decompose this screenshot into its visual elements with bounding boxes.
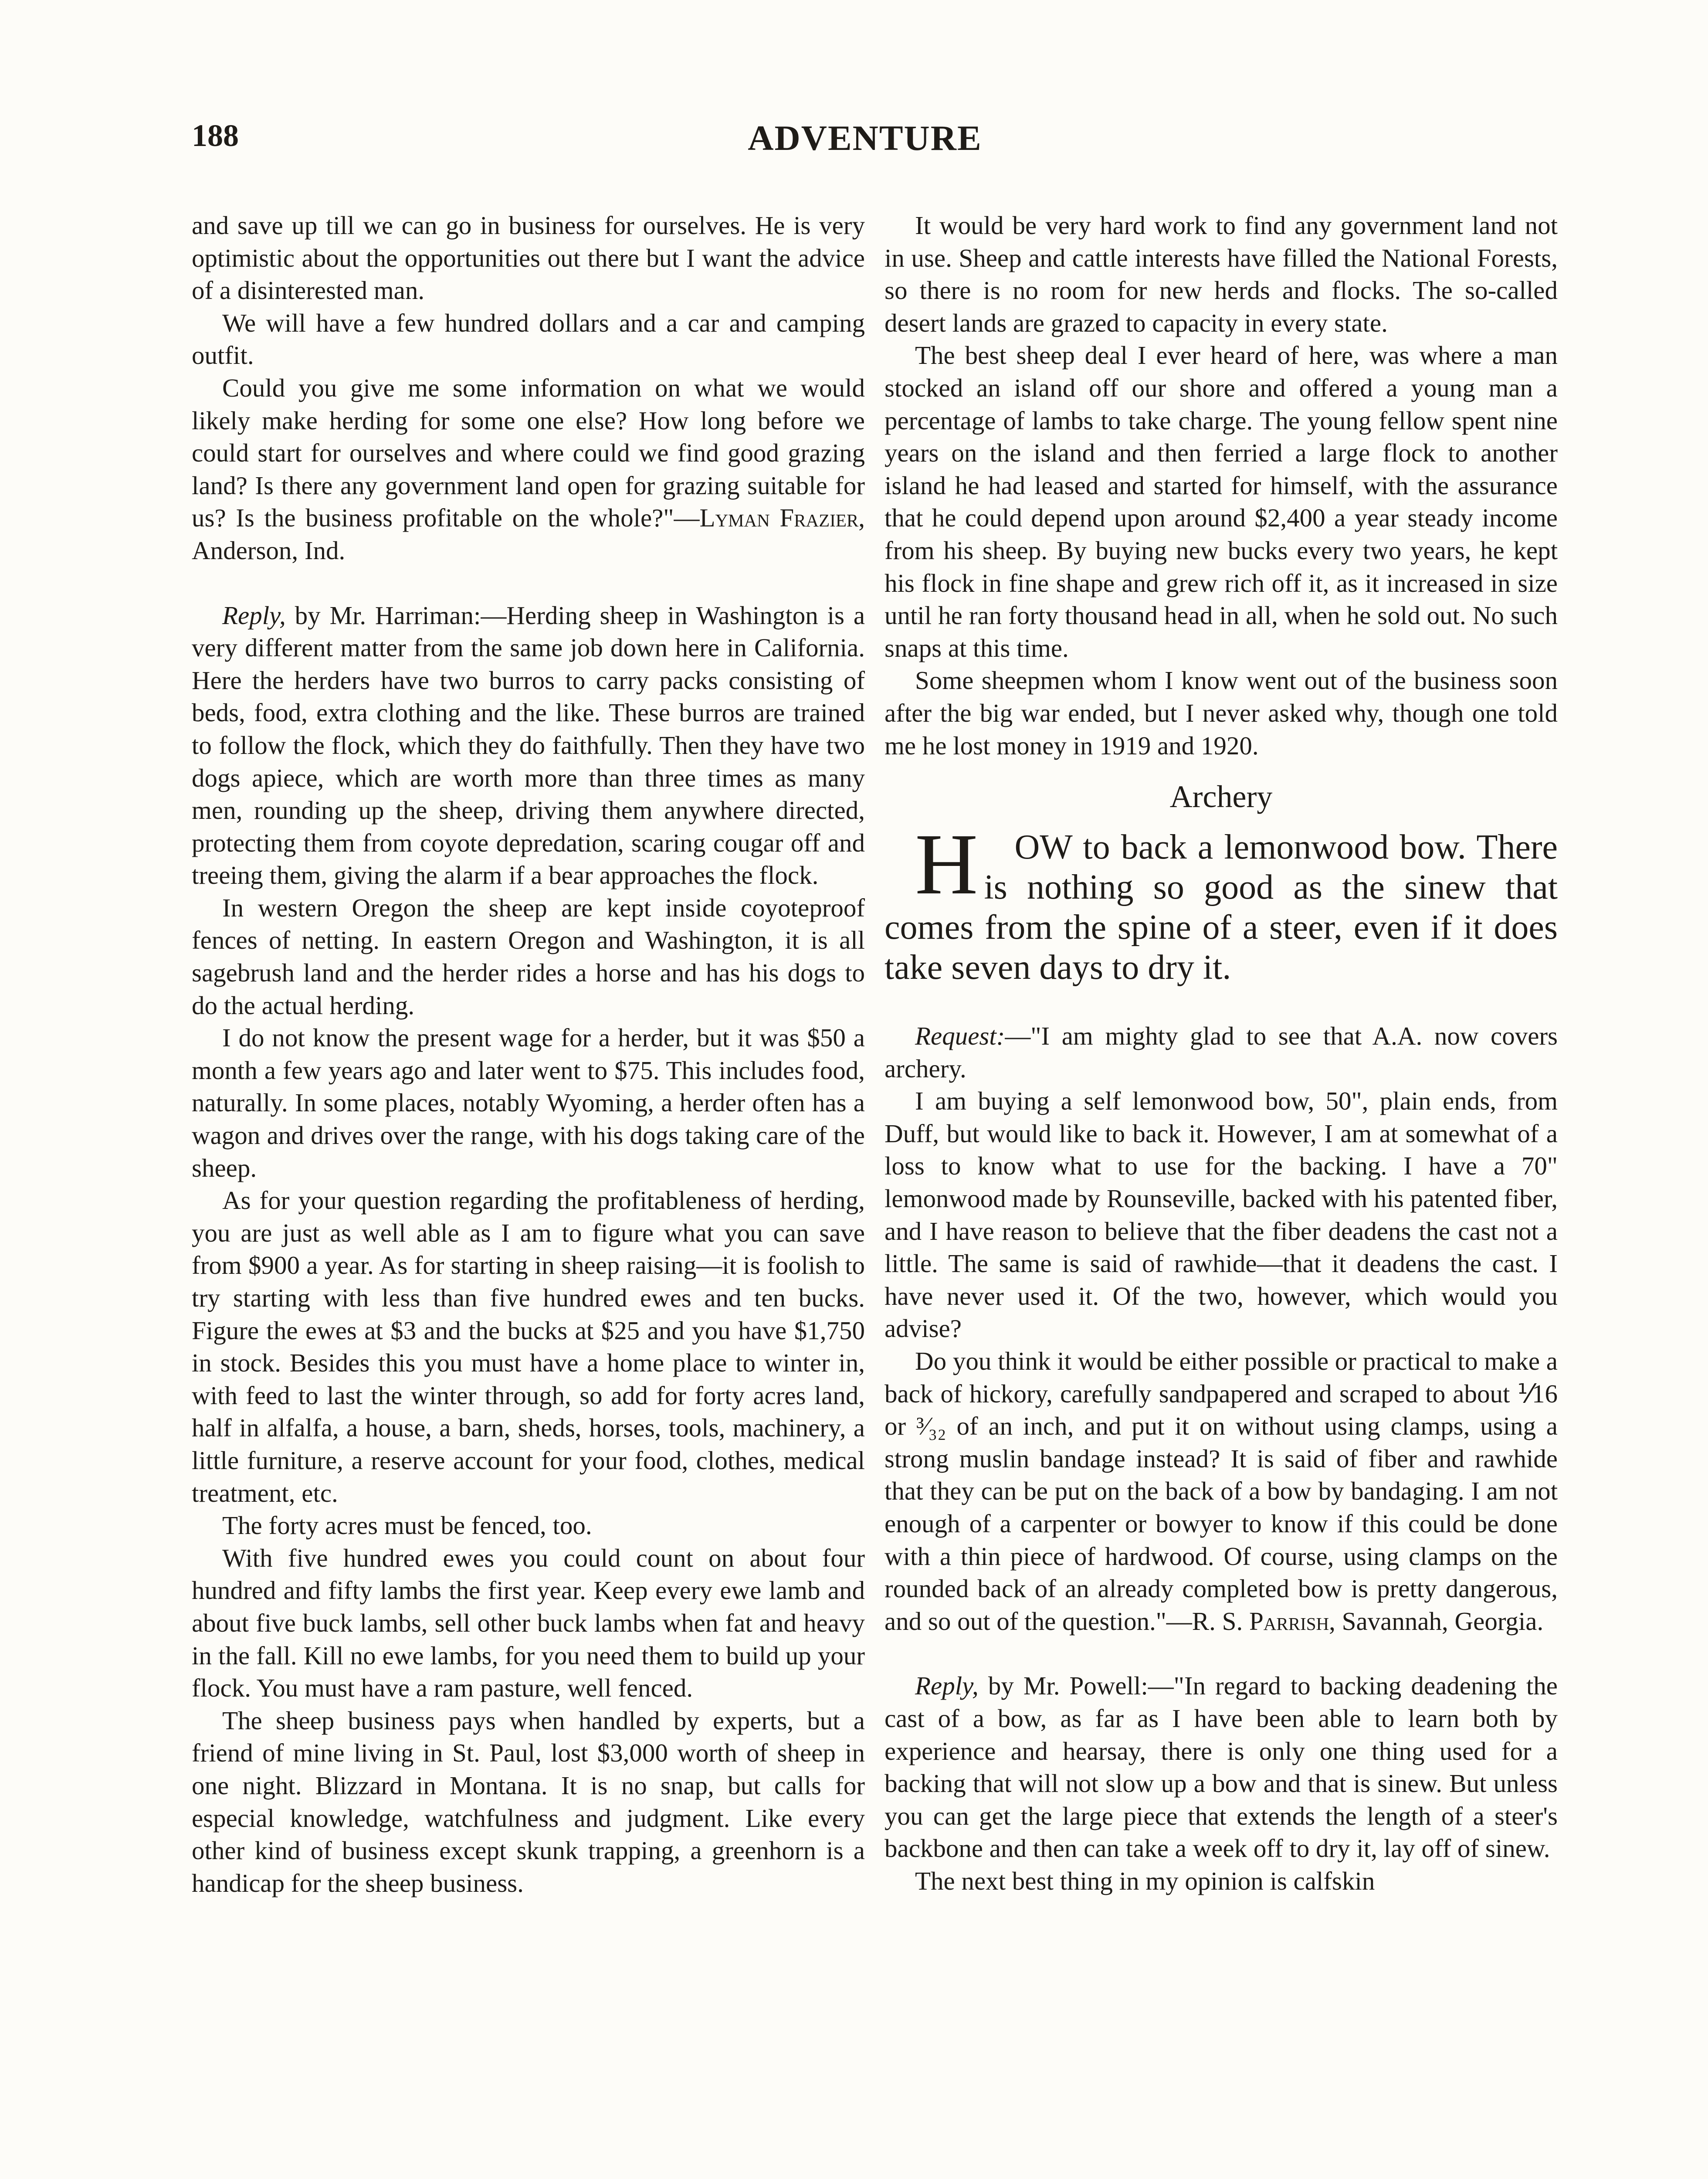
paragraph: and save up till we can go in business for ourselves. He is very optimistic about the opportunities out there but I want the advice of a disinterested man. xyxy=(192,211,865,305)
paragraph: Some sheepmen whom I know went out of the business soon after the big war ended, but I never asked why, though one told me he lost money in 1919 and 1920. xyxy=(884,666,1558,760)
paragraph: The best sheep deal I ever heard of here, was where a man stocked an island off our shore and offered a young man a percentage of lambs to take charge. The young fellow spent nine years on the island and then ferried a large flock to another island he had leased and started for himself, with the assurance that he could depend upon around $2,400 a year steady income from his sheep. By buying new bucks every two years, he kept his flock in fine shape and grew rich off it, as it increased in size until he ran forty thousand head in all, when he sold out. No such snaps at this time. xyxy=(884,341,1558,662)
paragraph: I am buying a self lemonwood bow, 50", plain ends, from Duff, but would like to back it. However, I am at somewhat of a loss to know what to use for the backing. I have a 70" lemonwood made by Rounseville, backed with his patented fiber, and I have reason to believe that the fiber deadens the cast not a little. The same is said of rawhide—that it deadens the cast. I have never used it. Of the two, however, which would you advise? xyxy=(884,1086,1558,1343)
signature: R. S. Parrish xyxy=(1192,1606,1329,1636)
paragraph: It would be very hard work to find any government land not in use. Sheep and cattle interests have filled the National Forests, so there is no room for new herds and flocks. The so-called desert lands are grazed to capacity in every state. xyxy=(884,211,1558,337)
paragraph: With five hundred ewes you could count on about four hundred and fifty lambs the first year. Keep every ewe lamb and about five buck lambs, sell other buck lambs when fat and heavy in the fall. Kill no ewe lambs, for you need them to build up your flock. You must have a ram pasture, well fenced. xyxy=(192,1543,865,1703)
reply-paragraph xyxy=(192,599,865,892)
request-label: Request: xyxy=(915,1022,1005,1051)
paragraph xyxy=(192,372,865,567)
page-number: 188 xyxy=(192,118,239,153)
paragraph: I do not know the present wage for a herder, but it was $50 a month a few years ago and later went to $75. This includes food, naturally. In some places, notably Wyoming, a herder often has a wagon and drives over the range, with his dogs taking care of the sheep. xyxy=(192,1023,865,1182)
signature-location: , Anderson, Ind. xyxy=(192,503,865,565)
paragraph: The sheep business pays when handled by experts, but a friend of mine living in St. Paul, lost $3,000 worth of sheep in one night. Blizzard in Montana. It is no snap, but calls for especial knowledge, watchfulness and judgment. Like every other kind of business except skunk trapping, a greenhorn is a handicap for the sheep business. xyxy=(192,1706,865,1897)
signature-location: , Savannah, Georgia. xyxy=(1329,1606,1544,1636)
paragraph: The forty acres must be fenced, too. xyxy=(222,1511,592,1540)
reply-label: Reply, xyxy=(915,1671,979,1700)
page-header xyxy=(192,118,1538,170)
paragraph: The next best thing in my opinion is calfskin xyxy=(915,1866,1375,1895)
section-title: Archery xyxy=(1169,779,1273,815)
reply-text: by Mr. Harriman:—Herding sheep in Washington is a very different matter from the same job down here in California. Here the herders have two burros to carry packs consisting of beds, food, extra clothing and the like. These burros are trained to follow the flock, which they do faithfully. Then they have two dogs apiece, which are worth more than three times as many men, rounding up the sheep, driving them anywhere directed, protecting them from coyote depredation, scaring cougar off and treeing them, giving the alarm if a bear approaches the flock. xyxy=(192,601,865,890)
drop-cap: H xyxy=(915,816,978,913)
request-text: —"I am mighty glad to see that A.A. now covers archery. xyxy=(884,1022,1558,1083)
paragraph: In western Oregon the sheep are kept inside coyoteproof fences of netting. In eastern Oregon and Washington, it is all sagebrush land and the herder rides a horse and has his dogs to do the actual herding. xyxy=(192,893,865,1020)
lead-text: OW to back a lemonwood bow. There is nothing so good as the sinew that comes from the spine of a steer, even if it does take seven days to dry it. xyxy=(884,828,1558,987)
paragraph-text: Could you give me some information on what we would likely make herding for some one else? How long before we could start for ourselves and where could we find good grazing land? Is there any government land open for grazing suitable for us? Is the business profitable on the whole?"— xyxy=(192,373,865,533)
request-paragraph xyxy=(884,1020,1558,1085)
paragraph xyxy=(884,1345,1558,1637)
left-column xyxy=(192,209,865,1899)
signature: Lyman Frazier xyxy=(699,503,859,533)
paragraph-text: Do you think it would be either possible or practical to make a back of hickory, carefully sandpapered and scraped to about ⅟16 or ³⁄₃₂ of an inch, and put it on without using clamps, using a strong muslin bandage instead? It is said of fiber and rawhide that they can be put on the back of a bow by bandaging. I am not enough of a carpenter or bowyer to know if this could be done with a thin piece of hardwood. Of course, using clamps on the rounded back of an already completed bow is pretty dangerous, and so out of the question."— xyxy=(884,1347,1558,1636)
right-column xyxy=(884,209,1558,1897)
paragraph: We will have a few hundred dollars and a car and camping outfit. xyxy=(192,308,865,370)
lead-paragraph xyxy=(884,816,1558,988)
reply-label: Reply, xyxy=(222,601,286,630)
paragraph: As for your question regarding the profitableness of herding, you are just as well able as I am to figure what you can save from $900 a year. As for starting in sheep raising—it is foolish to try starting with less than five hundred ewes and ten bucks. Figure the ewes at $3 and the bucks at $25 and you have $1,750 in stock. Besides this you must have a home place to winter in, with feed to last the winter through, so add for forty acres land, half in alfalfa, a house, a barn, sheds, horses, tools, machinery, a little furniture, a reserve account for your food, clothes, medical treatment, etc. xyxy=(192,1186,865,1507)
reply-paragraph xyxy=(884,1670,1558,1865)
reply-text: by Mr. Powell:—"In regard to backing deadening the cast of a bow, as far as I have been able to learn both by experience and hearsay, there is only one thing used for a backing that will not slow up a bow and that is sinew. But unless you can get the large piece that extends the length of a steer's backbone and then can take a week off to dry it, lay off of sinew. xyxy=(884,1671,1558,1863)
running-title: ADVENTURE xyxy=(748,118,982,158)
